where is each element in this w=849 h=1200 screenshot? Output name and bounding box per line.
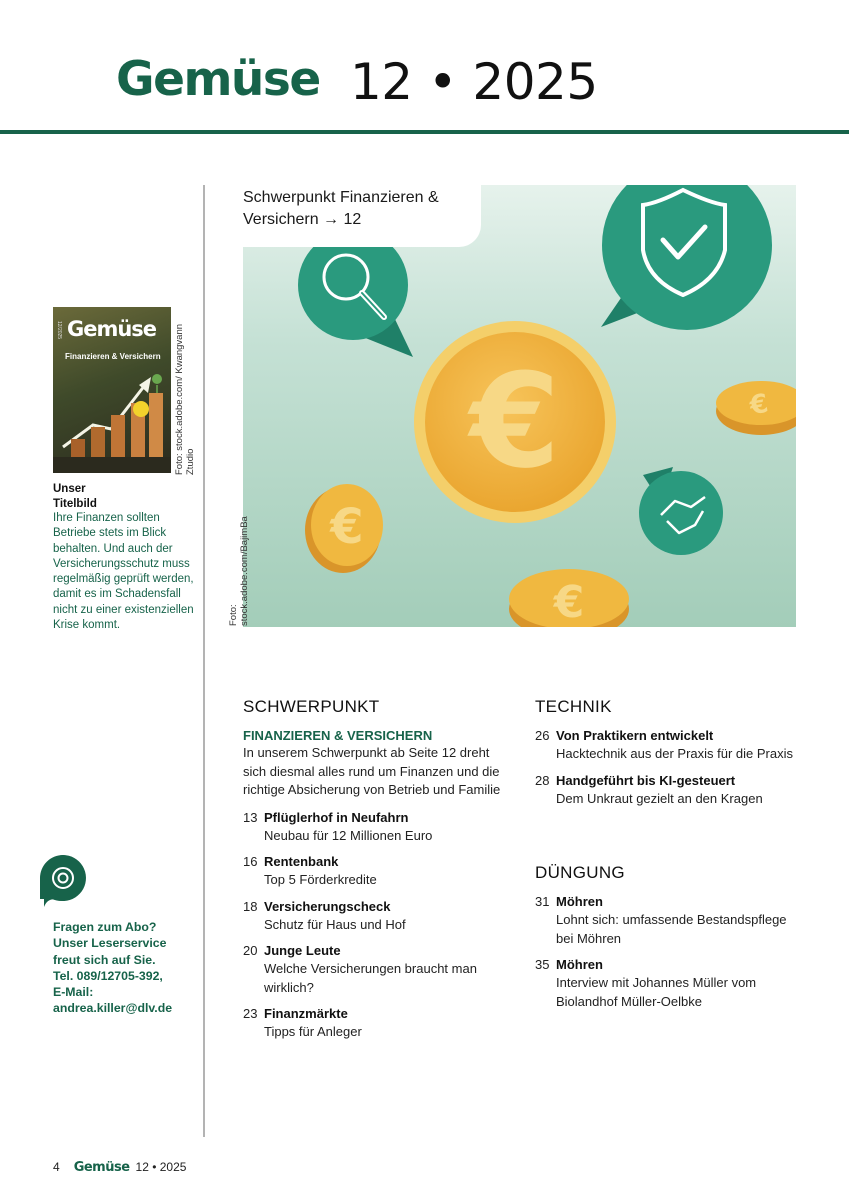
cover-caption-text: Ihre Finanzen sollten Betriebe stets im Blick behalten. Und auch der Versicherungsschutz muss regelmäßig geprüft werden, damit es im Schadensfall nicht zu einer existenziellen Krise kommt. [53,512,194,632]
toc-page: 13 [243,809,258,825]
toc-desc: Lohnt sich: umfassende Bestandspflege bei Möhren [556,912,787,946]
handshake-bubble-icon [639,467,723,555]
section-title: DÜNGUNG [535,863,625,882]
euro-coin-small [716,381,796,435]
hero-illustration [243,185,796,627]
toc-item[interactable] [243,898,513,935]
cover-caption-title [53,482,97,512]
euro-coin-small [305,484,383,573]
toc-desc: Dem Unkraut gezielt an den Kragen [556,790,763,806]
toc-title: Handgeführt bis KI-gesteuert [556,772,736,788]
toc-title: Pflüglerhof in Neufahrn [264,809,409,825]
footer-issue: 12 • 2025 [135,1160,187,1174]
toc-page: 28 [535,772,550,788]
toc-desc: Welche Versicherungen braucht man wirklich? [264,961,477,995]
section-title: TECHNIK [535,697,612,716]
toc-title: Möhren [556,894,603,909]
section-technik [535,697,805,816]
service-email[interactable]: andrea.killer@dlv.de [53,1001,173,1016]
toc-page: 16 [243,854,258,869]
toc-title: Möhren [556,957,603,972]
hero-graphic [243,185,796,627]
section-description: In unserem Schwerpunkt ab Seite 12 dreht sich diesmal alles rund um Finanzen und die richtige Absicherung von Betrieb und Familie [243,745,501,797]
service-line: E-Mail: [53,985,94,1000]
hero-label-line1: Schwerpunkt Finanzieren & [243,189,439,206]
svg-text:€: € [330,499,364,555]
section-schwerpunkt [243,697,513,1050]
hero-photo-credit: Foto: stock.adobe.com/BajimBa [228,516,250,626]
reader-service-info [53,919,203,1017]
toc-page: 35 [535,957,550,972]
toc-item[interactable] [243,809,513,846]
toc-desc: Schutz für Haus und Hof [264,916,406,932]
toc-title: Finanzmärkte [264,1006,348,1021]
cover-caption-title-line2: Titelbild [53,498,97,510]
toc-item[interactable] [243,853,513,890]
service-phone[interactable]: Tel. 089/12705-392, [53,968,163,983]
toc-item[interactable] [243,942,513,997]
header-divider [0,130,849,134]
service-line: Unser Leserservice [53,936,167,951]
toc-title: Rentenbank [264,854,339,869]
toc-desc: Hacktechnik aus der Praxis für die Praxis [556,746,793,761]
svg-text:€: € [553,577,585,627]
service-line: freut sich auf Sie. [53,952,156,967]
cover-photo-credit: Foto: stock.adobe.com/ Kwangvann Ztudio [174,323,196,475]
section-title: SCHWERPUNKT [243,697,380,716]
toc-desc: Interview mit Johannes Müller vom Biolandhof Müller-Oelbke [556,975,757,1009]
toc-desc: Neubau für 12 Millionen Euro [264,827,433,843]
toc-title: Junge Leute [264,943,341,958]
toc-page: 31 [535,894,550,909]
euro-coin-small [509,569,629,627]
cover-date: 12/2025 [56,321,62,340]
toc-item[interactable] [535,893,805,948]
cover-headline: Finanzieren & Versichern [65,352,161,361]
issue-number: 12 • 2025 [350,53,598,111]
shield-bubble-icon [601,185,772,330]
toc-page: 18 [243,898,258,914]
hero-label[interactable] [243,185,481,247]
at-icon [40,855,86,907]
toc-item[interactable] [535,956,805,1011]
footer-page-number: 4 [53,1160,60,1174]
svg-text:€: € [469,345,561,497]
page-footer [53,1160,186,1175]
cover-caption-title-line1: Unser [53,483,86,495]
toc-title: Von Praktikern entwickelt [556,728,714,743]
section-subtitle[interactable]: FINANZIEREN & VERSICHERN [243,728,433,743]
footer-logo: Gemüse [73,1160,130,1175]
toc-item[interactable] [535,727,805,764]
toc-page: 20 [243,943,258,958]
cover-image [53,307,171,473]
toc-item[interactable] [535,772,805,809]
search-bubble-icon [298,230,413,357]
toc-desc: Tipps für Anleger [264,1024,362,1039]
toc-page: 23 [243,1006,258,1021]
hero-label-line2: Versichern → 12 [243,211,362,228]
service-line: Fragen zum Abo? [53,920,157,934]
euro-coin-large [414,321,616,523]
cover-logo: Gemüse [67,317,157,341]
section-duengung [535,863,805,1019]
magazine-logo: Gemüse [116,52,320,107]
toc-page: 26 [535,728,550,743]
svg-text:€: € [747,388,771,422]
toc-title: Versicherungscheck [264,898,391,914]
toc-item[interactable] [243,1005,513,1042]
column-divider [203,185,205,1137]
toc-desc: Top 5 Förderkredite [264,872,377,887]
